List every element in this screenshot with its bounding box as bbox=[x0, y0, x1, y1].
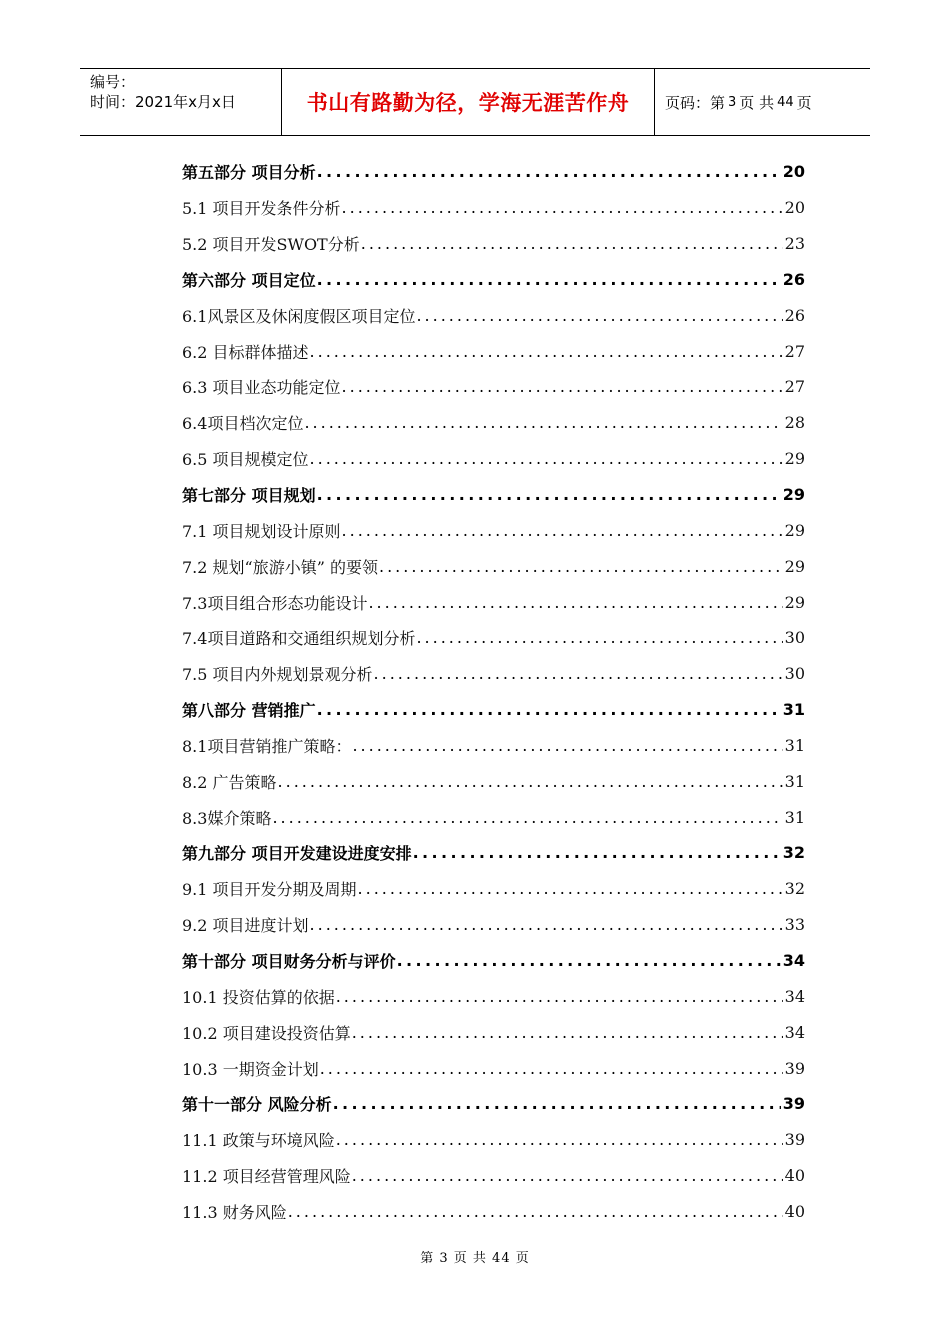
toc-section-entry[interactable] bbox=[182, 728, 805, 764]
toc-section-entry[interactable] bbox=[182, 978, 805, 1014]
toc-section-entry[interactable] bbox=[182, 1014, 805, 1050]
header-number-label: 编号： bbox=[90, 73, 136, 91]
toc-section-entry[interactable] bbox=[182, 584, 805, 620]
toc-entry-title: 9.2 项目进度计划 bbox=[182, 916, 309, 936]
toc-leader-dots bbox=[333, 1094, 781, 1113]
toc-entry-page: 23 bbox=[784, 234, 805, 254]
toc-entry-title: 第六部分 项目定位 bbox=[182, 270, 316, 290]
toc-leader-dots bbox=[342, 198, 783, 217]
header-page-current: 3 bbox=[728, 94, 737, 110]
toc-section-entry[interactable] bbox=[182, 190, 805, 226]
toc-entry-title: 第七部分 项目规划 bbox=[182, 486, 316, 506]
toc-leader-dots bbox=[342, 377, 783, 396]
header-time-label: 时间：2021年x月x日 bbox=[90, 93, 236, 111]
toc-entry-title: 7.4项目道路和交通组织规划分析 bbox=[182, 629, 416, 649]
toc-section-entry[interactable] bbox=[182, 297, 805, 333]
header-motto: 书山有路勤为径，学海无涯苦作舟 bbox=[282, 69, 655, 135]
toc-part-entry[interactable] bbox=[182, 692, 805, 728]
toc-leader-dots bbox=[336, 1130, 783, 1149]
toc-section-entry[interactable] bbox=[182, 548, 805, 584]
toc-entry-page: 31 bbox=[784, 735, 805, 755]
toc-leader-dots bbox=[317, 270, 781, 289]
toc-entry-page: 32 bbox=[784, 879, 805, 899]
toc-entry-title: 8.1项目营销推广策略： bbox=[182, 736, 352, 756]
toc-leader-dots bbox=[320, 1059, 783, 1078]
toc-leader-dots bbox=[336, 987, 783, 1006]
toc-entry-title: 第十部分 项目财务分析与评价 bbox=[182, 951, 396, 971]
toc-leader-dots bbox=[374, 664, 783, 683]
toc-entry-page: 40 bbox=[784, 1166, 805, 1186]
header-page-prefix: 页码：第 bbox=[665, 93, 726, 112]
page-header bbox=[80, 68, 870, 136]
toc-leader-dots bbox=[278, 772, 783, 791]
toc-section-entry[interactable] bbox=[182, 441, 805, 477]
toc-entry-page: 34 bbox=[782, 950, 805, 970]
toc-entry-title: 6.4项目档次定位 bbox=[182, 414, 304, 434]
toc-entry-page: 31 bbox=[784, 807, 805, 827]
toc-part-entry[interactable] bbox=[182, 943, 805, 979]
toc-entry-page: 20 bbox=[784, 198, 805, 218]
toc-section-entry[interactable] bbox=[182, 405, 805, 441]
toc-leader-dots bbox=[368, 593, 782, 612]
toc-entry-page: 29 bbox=[784, 592, 805, 612]
toc-leader-dots bbox=[397, 951, 781, 970]
toc-entry-title: 10.1 投资估算的依据 bbox=[182, 987, 335, 1007]
toc-entry-title: 6.1风景区及休闲度假区项目定位 bbox=[182, 306, 416, 326]
toc-leader-dots bbox=[317, 700, 781, 719]
toc-entry-page: 39 bbox=[784, 1058, 805, 1078]
toc-leader-dots bbox=[288, 1202, 783, 1221]
toc-entry-page: 27 bbox=[784, 341, 805, 361]
toc-entry-page: 29 bbox=[784, 520, 805, 540]
toc-section-entry[interactable] bbox=[182, 620, 805, 656]
toc-entry-title: 5.1 项目开发条件分析 bbox=[182, 199, 341, 219]
toc-entry-page: 29 bbox=[784, 449, 805, 469]
toc-entry-page: 40 bbox=[784, 1201, 805, 1221]
toc-part-entry[interactable] bbox=[182, 1086, 805, 1122]
toc-section-entry[interactable] bbox=[182, 369, 805, 405]
table-of-contents bbox=[182, 154, 805, 1229]
toc-leader-dots bbox=[352, 736, 782, 755]
toc-leader-dots bbox=[413, 843, 781, 862]
toc-entry-title: 第十一部分 风险分析 bbox=[182, 1095, 332, 1115]
toc-entry-page: 30 bbox=[784, 628, 805, 648]
toc-leader-dots bbox=[317, 485, 781, 504]
toc-part-entry[interactable] bbox=[182, 835, 805, 871]
toc-leader-dots bbox=[272, 808, 782, 827]
toc-section-entry[interactable] bbox=[182, 763, 805, 799]
toc-entry-title: 第八部分 营销推广 bbox=[182, 701, 316, 721]
toc-leader-dots bbox=[310, 915, 783, 934]
toc-section-entry[interactable] bbox=[182, 1158, 805, 1194]
toc-leader-dots bbox=[304, 413, 782, 432]
toc-entry-title: 6.2 目标群体描述 bbox=[182, 342, 309, 362]
toc-entry-page: 30 bbox=[784, 664, 805, 684]
toc-entry-page: 33 bbox=[784, 915, 805, 935]
header-page-info bbox=[655, 69, 870, 135]
toc-entry-title: 7.1 项目规划设计原则 bbox=[182, 521, 341, 541]
toc-entry-page: 26 bbox=[784, 305, 805, 325]
toc-entry-page: 26 bbox=[782, 269, 805, 289]
header-page-mid: 页 共 bbox=[739, 93, 775, 112]
toc-entry-page: 31 bbox=[782, 700, 805, 720]
toc-part-entry[interactable] bbox=[182, 154, 805, 190]
toc-section-entry[interactable] bbox=[182, 1193, 805, 1229]
toc-entry-page: 27 bbox=[784, 377, 805, 397]
toc-entry-title: 6.3 项目业态功能定位 bbox=[182, 378, 341, 398]
toc-entry-page: 32 bbox=[782, 843, 805, 863]
toc-entry-page: 28 bbox=[784, 413, 805, 433]
toc-leader-dots bbox=[352, 1166, 783, 1185]
toc-part-entry[interactable] bbox=[182, 262, 805, 298]
toc-part-entry[interactable] bbox=[182, 477, 805, 513]
toc-entry-title: 9.1 项目开发分期及周期 bbox=[182, 880, 357, 900]
toc-entry-title: 5.2 项目开发SWOT分析 bbox=[182, 235, 360, 255]
toc-section-entry[interactable] bbox=[182, 512, 805, 548]
toc-entry-title: 11.3 财务风险 bbox=[182, 1202, 287, 1222]
toc-entry-title: 11.2 项目经营管理风险 bbox=[182, 1167, 351, 1187]
toc-leader-dots bbox=[416, 628, 782, 647]
toc-leader-dots bbox=[310, 449, 783, 468]
toc-entry-title: 6.5 项目规模定位 bbox=[182, 450, 309, 470]
toc-entry-page: 34 bbox=[784, 1022, 805, 1042]
toc-leader-dots bbox=[361, 234, 783, 253]
toc-entry-page: 20 bbox=[782, 162, 805, 182]
toc-entry-title: 7.3项目组合形态功能设计 bbox=[182, 593, 368, 613]
toc-section-entry[interactable] bbox=[182, 1122, 805, 1158]
page-footer: 第 3 页 共 44 页 bbox=[420, 1251, 530, 1266]
toc-leader-dots bbox=[352, 1023, 783, 1042]
toc-leader-dots bbox=[358, 879, 783, 898]
toc-leader-dots bbox=[310, 342, 783, 361]
toc-section-entry[interactable] bbox=[182, 1050, 805, 1086]
toc-leader-dots bbox=[379, 557, 783, 576]
toc-entry-title: 第五部分 项目分析 bbox=[182, 163, 316, 183]
toc-section-entry[interactable] bbox=[182, 907, 805, 943]
toc-entry-title: 8.3媒介策略 bbox=[182, 808, 272, 828]
toc-entry-title: 第九部分 项目开发建设进度安排 bbox=[182, 844, 412, 864]
toc-section-entry[interactable] bbox=[182, 656, 805, 692]
header-page-total: 44 bbox=[777, 94, 794, 110]
toc-entry-page: 31 bbox=[784, 771, 805, 791]
toc-entry-title: 7.5 项目内外规划景观分析 bbox=[182, 665, 373, 685]
toc-entry-title: 11.1 政策与环境风险 bbox=[182, 1131, 335, 1151]
toc-leader-dots bbox=[317, 162, 781, 181]
toc-entry-title: 8.2 广告策略 bbox=[182, 772, 277, 792]
toc-section-entry[interactable] bbox=[182, 871, 805, 907]
toc-entry-title: 7.2 规划“旅游小镇” 的要领 bbox=[182, 557, 378, 577]
toc-entry-page: 39 bbox=[784, 1130, 805, 1150]
toc-entry-page: 29 bbox=[782, 485, 805, 505]
toc-entry-page: 34 bbox=[784, 986, 805, 1006]
toc-entry-title: 10.2 项目建设投资估算 bbox=[182, 1023, 351, 1043]
toc-entry-title: 10.3 一期资金计划 bbox=[182, 1059, 319, 1079]
toc-section-entry[interactable] bbox=[182, 333, 805, 369]
toc-entry-page: 39 bbox=[782, 1094, 805, 1114]
header-page-suffix: 页 bbox=[796, 93, 812, 112]
toc-leader-dots bbox=[416, 306, 782, 325]
header-meta bbox=[80, 69, 282, 135]
toc-section-entry[interactable] bbox=[182, 226, 805, 262]
toc-leader-dots bbox=[342, 521, 783, 540]
toc-entry-page: 29 bbox=[784, 556, 805, 576]
toc-section-entry[interactable] bbox=[182, 799, 805, 835]
